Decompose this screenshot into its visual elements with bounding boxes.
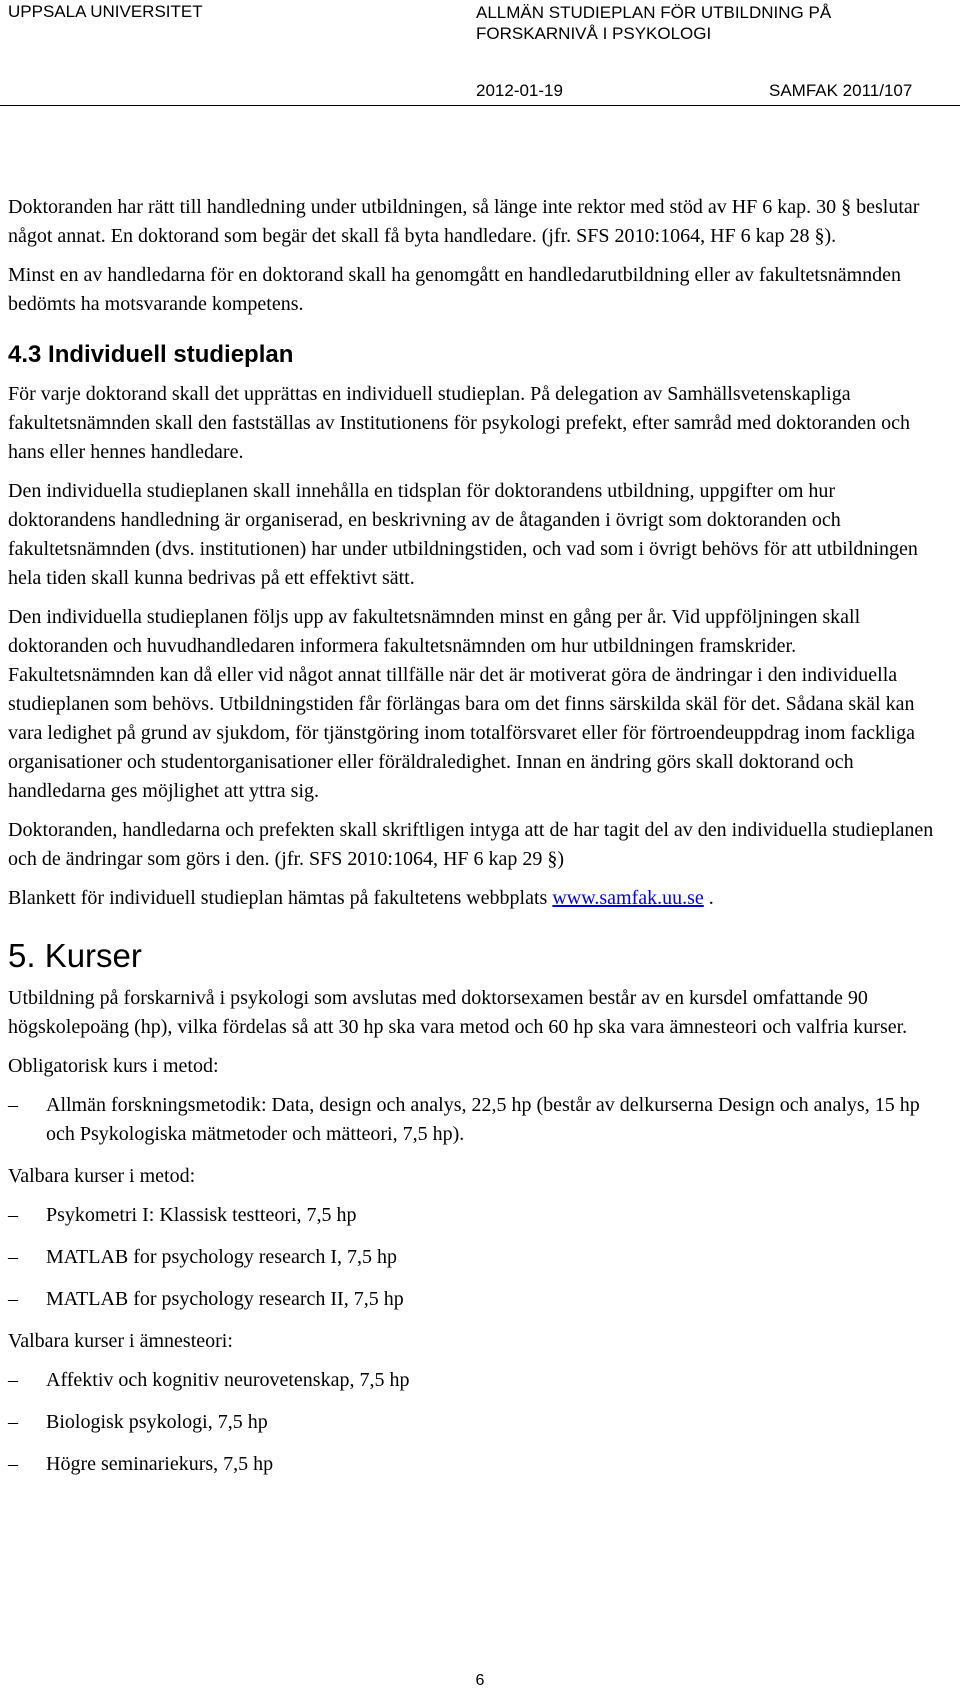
elective-method-list bbox=[8, 1201, 943, 1314]
course-name: Allmän forskningsmetodik: Data, design och analys, 22,5 hp (består av delkurserna Design och analys, 15 hp och Psykologiska mätmetoder och mätteori, 7,5 hp). bbox=[46, 1094, 920, 1145]
course-name: Psykometri I: Klassisk testteori, 7,5 hp bbox=[46, 1204, 357, 1226]
list-item bbox=[8, 1201, 943, 1230]
mandatory-courses-list bbox=[8, 1091, 943, 1149]
course-name: Biologisk psykologi, 7,5 hp bbox=[46, 1411, 268, 1433]
form-download-end: . bbox=[703, 887, 714, 909]
elective-theory-label: Valbara kurser i ämnesteori: bbox=[8, 1330, 233, 1352]
paragraph-study-plan-followup: Den individuella studieplanen följs upp av fakultetsnämnden minst en gång per år. Vid uppföljningen skall doktoranden och huvudhandledaren informera fakultetsnämnden om hur utbildningen framskrider. Fakultetsnämnden kan då eller vid något annat tillfälle när det är motiverat göra de ändringar i den individuella studieplanen som behövs. Utbildningstiden får förlängas bara om det finns särskilda skäl för det. Sådana skäl kan vara ledighet på grund av sjukdom, för tjänstgöring inom totalförsvaret eller för förtroendeuppdrag inom fackliga organisationer och studentorganisationer eller föräldraledighet. Innan en ändring görs skall doktorand och handledarna ges möjlighet att yttra sig. bbox=[8, 606, 915, 802]
dash-bullet: – bbox=[8, 1453, 18, 1475]
header-divider bbox=[0, 105, 960, 106]
dash-bullet: – bbox=[8, 1094, 18, 1116]
document-title-line-1: ALLMÄN STUDIEPLAN FÖR UTBILDNING PÅ bbox=[476, 3, 832, 22]
section-heading-4-3: 4.3 Individuell studieplan bbox=[8, 341, 294, 368]
list-item bbox=[8, 1285, 943, 1314]
document-title bbox=[476, 2, 831, 44]
mandatory-courses-label: Obligatorisk kurs i metod: bbox=[8, 1055, 219, 1077]
dash-bullet: – bbox=[8, 1246, 18, 1268]
list-item bbox=[8, 1366, 943, 1395]
paragraph-study-plan-certify: Doktoranden, handledarna och prefekten skall skriftligen intyga att de har tagit del av den individuella studieplanen och de ändringar som görs i den. (jfr. SFS 2010:1064, HF 6 kap 29 §) bbox=[8, 819, 934, 870]
section-heading-5: 5. Kurser bbox=[8, 937, 142, 974]
course-name: MATLAB for psychology research I, 7,5 hp bbox=[46, 1246, 398, 1268]
page-number: 6 bbox=[475, 1672, 485, 1689]
form-download-text: Blankett för individuell studieplan hämtas på fakultetens webbplats bbox=[8, 887, 553, 909]
course-name: Affektiv och kognitiv neurovetenskap, 7,5 hp bbox=[46, 1369, 410, 1391]
document-reference: SAMFAK 2011/107 bbox=[769, 81, 913, 100]
dash-bullet: – bbox=[8, 1411, 18, 1433]
course-name: Högre seminariekurs, 7,5 hp bbox=[46, 1453, 274, 1475]
document-date: 2012-01-19 bbox=[476, 81, 563, 100]
page-header bbox=[0, 0, 960, 110]
dash-bullet: – bbox=[8, 1288, 18, 1310]
dash-bullet: – bbox=[8, 1204, 18, 1226]
dash-bullet: – bbox=[8, 1369, 18, 1391]
list-item bbox=[8, 1091, 943, 1149]
paragraph-courses-intro: Utbildning på forskarnivå i psykologi som avslutas med doktorsexamen består av en kursdel omfattande 90 högskolepoäng (hp), vilka fördelas så att 30 hp ska vara metod och 60 hp ska vara ämnesteori och valfria kurser. bbox=[8, 987, 908, 1038]
paragraph-study-plan-intro: För varje doktorand skall det upprättas en individuell studieplan. På delegation av Samhällsvetenskapliga fakultetsnämnden skall den fastställas av Institutionens för psykologi prefekt, efter samråd med doktoranden och hans eller hennes handledare. bbox=[8, 383, 910, 463]
paragraph-supervisor-training: Minst en av handledarna för en doktorand skall ha genomgått en handledarutbildning eller av fakultetsnämnden bedömts ha motsvarande kompetens. bbox=[8, 264, 902, 315]
elective-theory-list bbox=[8, 1366, 943, 1479]
list-item bbox=[8, 1243, 943, 1272]
course-name: MATLAB for psychology research II, 7,5 hp bbox=[46, 1288, 404, 1310]
list-item bbox=[8, 1408, 943, 1437]
list-item bbox=[8, 1450, 943, 1479]
elective-method-label: Valbara kurser i metod: bbox=[8, 1165, 196, 1187]
document-body bbox=[8, 193, 943, 1492]
paragraph-study-plan-content: Den individuella studieplanen skall innehålla en tidsplan för doktorandens utbildning, uppgifter om hur doktorandens handledning är organiserad, en beskrivning av de åtaganden i övrigt som doktoranden och fakultetsnämnden (dvs. institutionen) har under utbildningstiden, och vad som i övrigt behövs för att utbildningen hela tiden skall kunna bedrivas på ett effektivt sätt. bbox=[8, 480, 918, 589]
paragraph-supervision-rights: Doktoranden har rätt till handledning under utbildningen, så länge inte rektor med stöd av HF 6 kap. 30 § beslutar något annat. En doktorand som begär det skall få byta handledare. (jfr. SFS 2010:1064, HF 6 kap 28 §). bbox=[8, 196, 920, 247]
document-title-line-2: FORSKARNIVÅ I PSYKOLOGI bbox=[476, 24, 712, 43]
university-name: UPPSALA UNIVERSITET bbox=[8, 2, 203, 21]
samfak-website-link[interactable]: www.samfak.uu.se bbox=[552, 887, 704, 909]
paragraph-form-download bbox=[8, 884, 943, 913]
